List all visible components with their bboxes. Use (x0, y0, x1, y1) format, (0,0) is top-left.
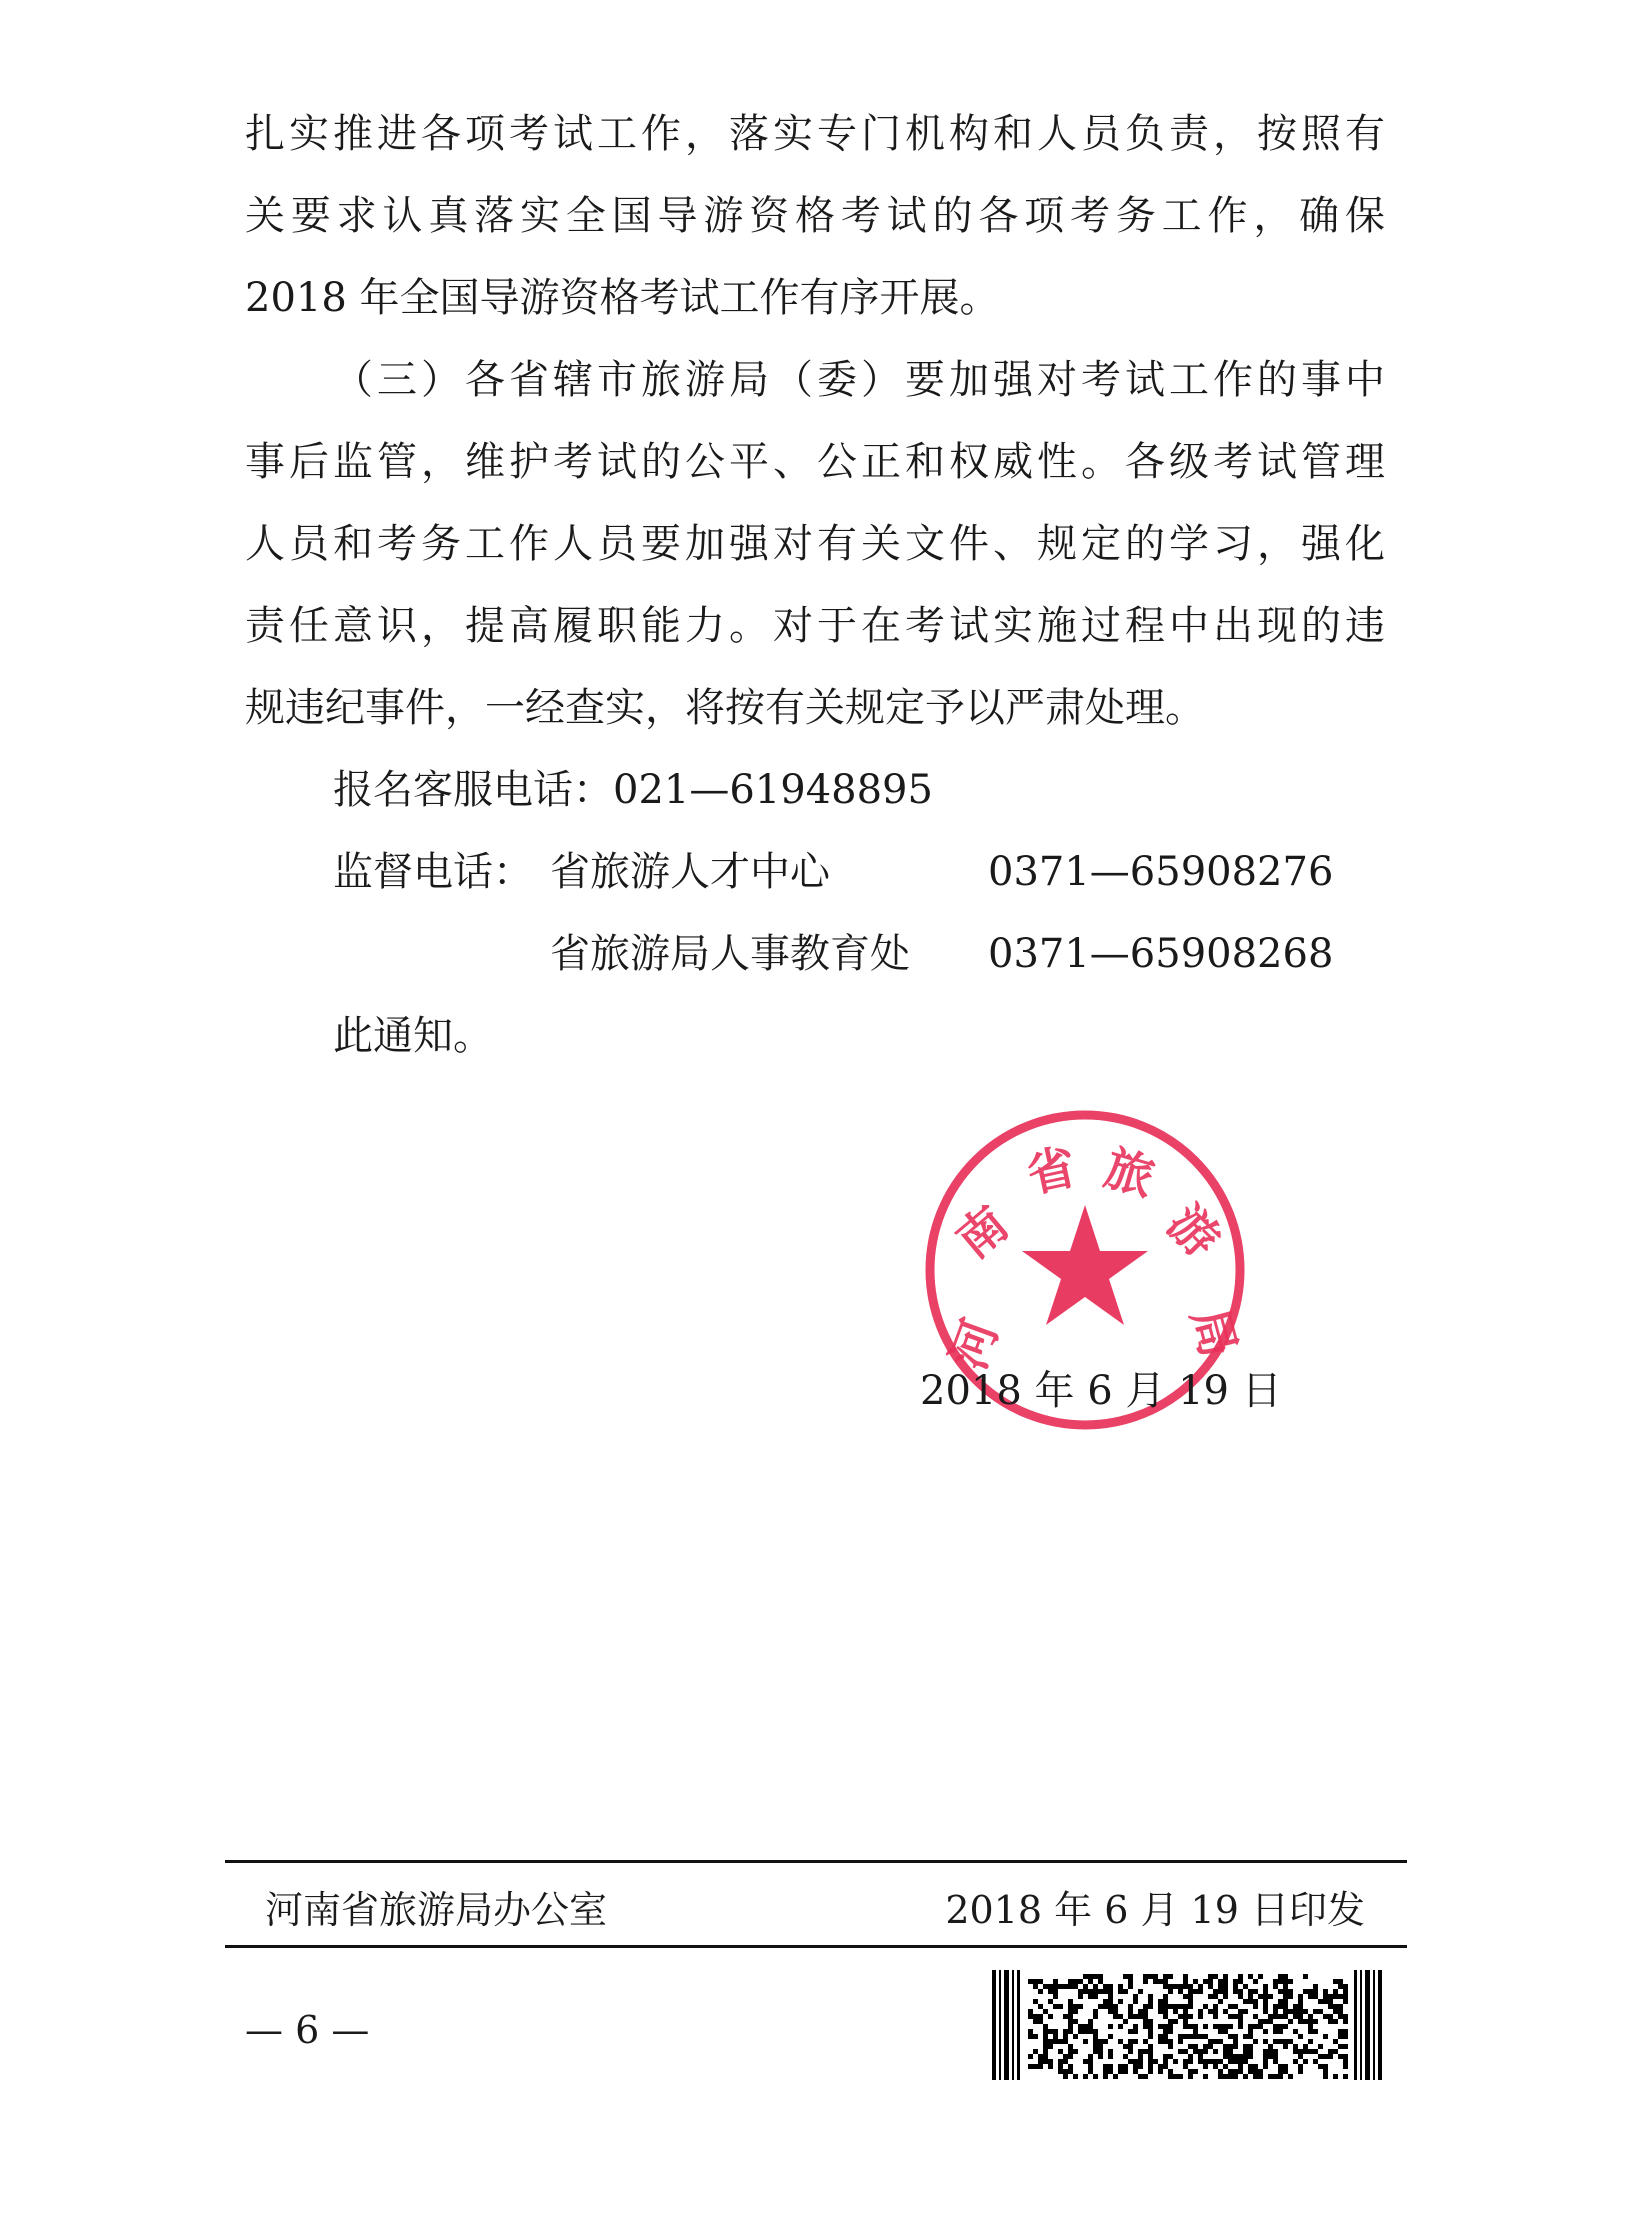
supervision-unit-1: 省旅游人才中心 (550, 849, 830, 895)
supervision-unit-2: 省旅游局人事教育处 (550, 931, 910, 977)
svg-text:南: 南 (946, 1195, 1020, 1270)
svg-text:局: 局 (1180, 1302, 1247, 1364)
closing-text: 此通知。 (333, 1013, 493, 1059)
paragraph-2-line-3: 人员和考务工作人员要加强对有关文件、规定的学习，强化 (245, 521, 1385, 567)
svg-text:河: 河 (940, 1312, 1010, 1377)
footer-top-rule (225, 1860, 1407, 1863)
paragraph-2-line-1: （三）各省辖市旅游局（委）要加强对考试工作的事中 (333, 357, 1385, 403)
signature-date: 2018 年 6 月 19 日 (920, 1368, 1282, 1414)
issue-date: 2018 年 6 月 19 日印发 (945, 1888, 1365, 1932)
svg-text:省: 省 (1022, 1138, 1081, 1204)
paragraph-2-line-5: 规违纪事件，一经查实，将按有关规定予以严肃处理。 (245, 685, 1205, 731)
registration-phone-line (333, 749, 933, 831)
paragraph-1-line-2: 关要求认真落实全国导游资格考试的各项考务工作，确保 (245, 193, 1385, 239)
registration-phone-label: 报名客服电话： (333, 767, 613, 813)
svg-text:游: 游 (1156, 1194, 1231, 1269)
footer-bottom-rule (225, 1945, 1407, 1948)
issuer-office: 河南省旅游局办公室 (265, 1888, 608, 1932)
document-barcode (992, 1970, 1382, 2080)
supervision-phone-label: 监督电话： (333, 849, 533, 895)
registration-phone-number: 021—61948895 (613, 767, 933, 813)
page-number: — 6 — (245, 2008, 370, 2052)
svg-text:旅: 旅 (1098, 1140, 1161, 1208)
seal-star-icon (1022, 1205, 1148, 1325)
paragraph-2-line-4: 责任意识，提高履职能力。对于在考试实施过程中出现的违 (245, 603, 1385, 649)
supervision-phone-2: 0371—65908268 (988, 931, 1334, 977)
paragraph-2-line-2: 事后监管，维护考试的公平、公正和权威性。各级考试管理 (245, 439, 1385, 485)
supervision-phone-1: 0371—65908276 (988, 849, 1334, 895)
paragraph-1-line-1: 扎实推进各项考试工作，落实专门机构和人员负责，按照有 (245, 111, 1385, 157)
paragraph-1-line-3: 2018 年全国导游资格考试工作有序开展。 (245, 275, 1000, 321)
